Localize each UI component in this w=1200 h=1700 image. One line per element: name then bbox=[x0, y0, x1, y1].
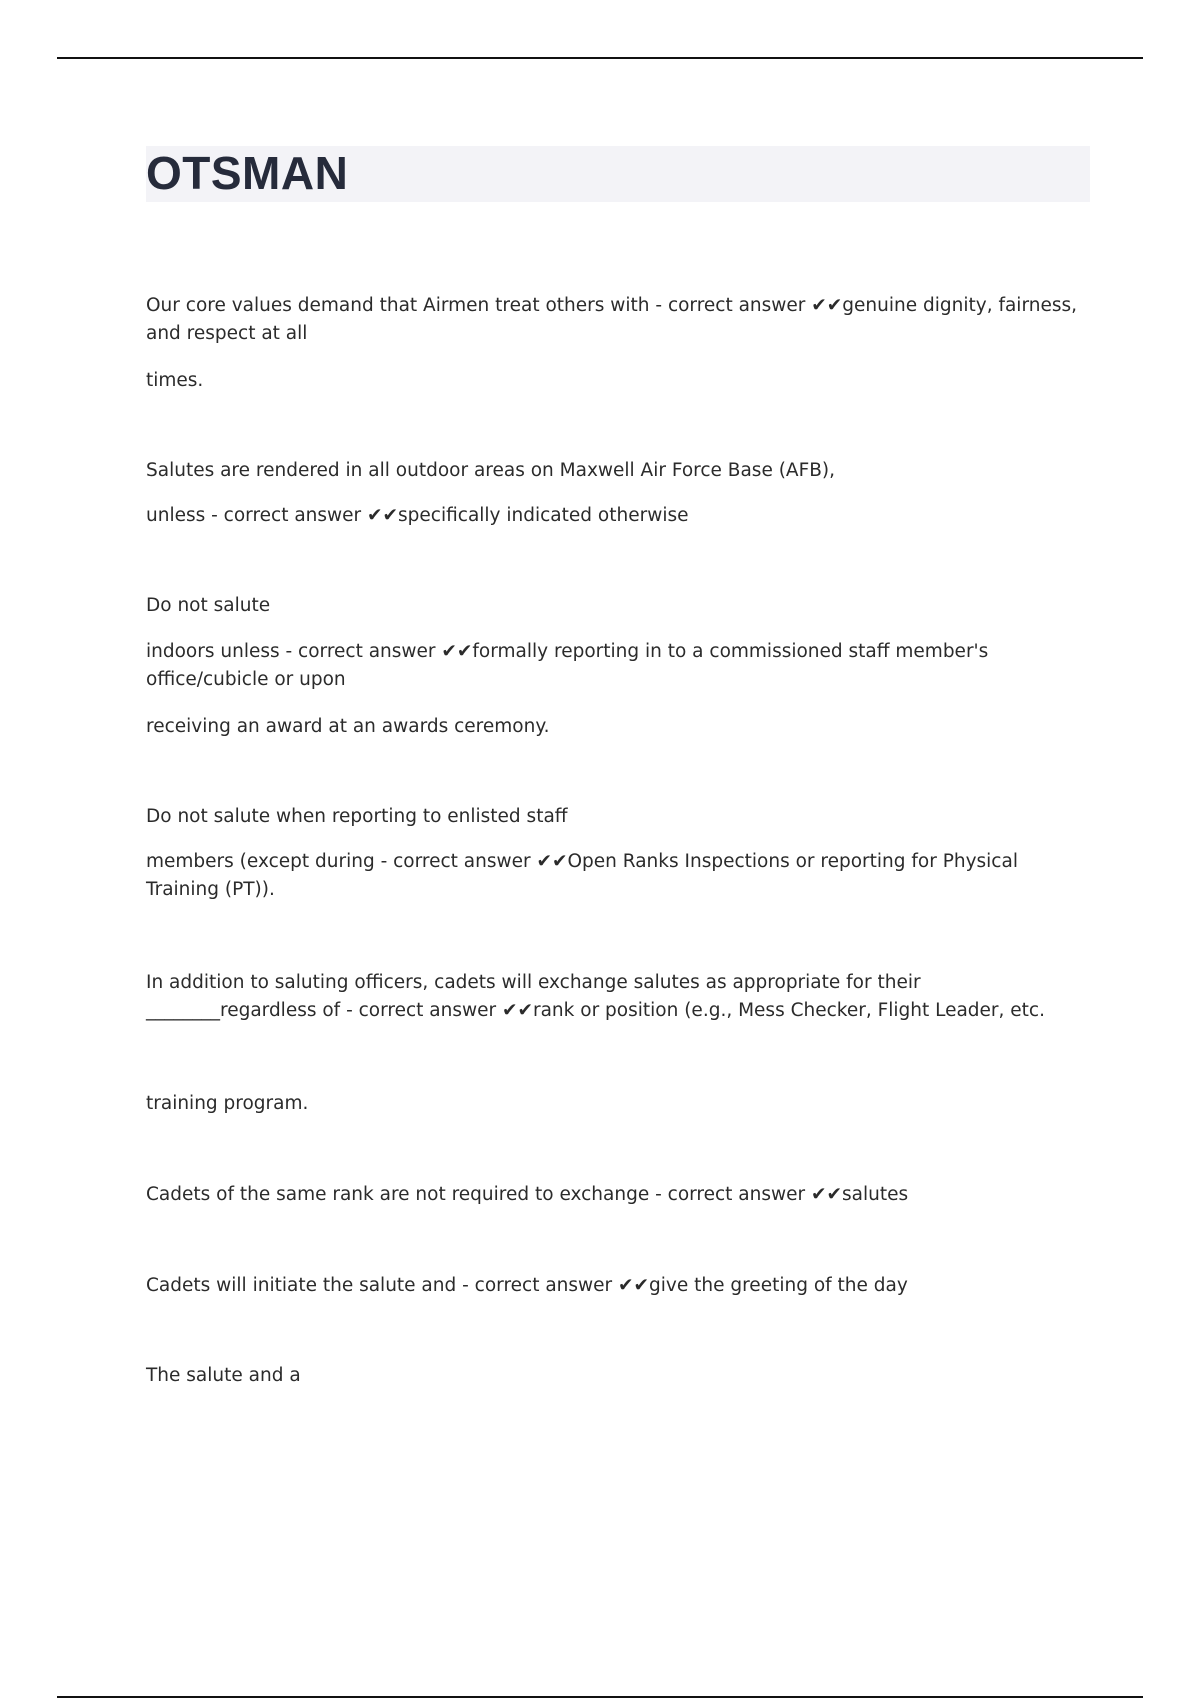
paragraph-open-ranks: members (except during - correct answer ✔✔Open Ranks Inspections or reporting for Physical Training (PT)). bbox=[146, 851, 1018, 900]
paragraph-indoors-unless: indoors unless - correct answer ✔✔formally reporting in to a commissioned staff member's office/cubicle or upon bbox=[146, 641, 989, 690]
paragraph-saluting-officers: In addition to saluting officers, cadets will exchange salutes as appropriate for their ________regardless of - correct answer ✔✔rank or position (e.g., Mess Checker, Flight Leader, etc. bbox=[146, 972, 1045, 1021]
top-rule bbox=[57, 57, 1143, 59]
paragraph-do-not-salute: Do not salute bbox=[146, 595, 271, 616]
paragraph-training-program: training program. bbox=[146, 1093, 309, 1114]
paragraph-award-ceremony: receiving an award at an awards ceremony. bbox=[146, 716, 550, 737]
paragraph-core-values: Our core values demand that Airmen treat others with - correct answer ✔✔genuine dignity, fairness, and respect at all bbox=[146, 295, 1077, 344]
paragraph-unless: unless - correct answer ✔✔specifically indicated otherwise bbox=[146, 505, 689, 526]
paragraph-initiate-salute: Cadets will initiate the salute and - correct answer ✔✔give the greeting of the day bbox=[146, 1275, 908, 1296]
paragraph-salutes-outdoor: Salutes are rendered in all outdoor areas on Maxwell Air Force Base (AFB), bbox=[146, 460, 836, 481]
page-title: OTSMAN bbox=[146, 147, 349, 199]
paragraph-same-rank: Cadets of the same rank are not required to exchange - correct answer ✔✔salutes bbox=[146, 1184, 909, 1205]
bottom-rule bbox=[57, 1696, 1143, 1698]
paragraph-enlisted-staff: Do not salute when reporting to enlisted staff bbox=[146, 806, 568, 827]
paragraph-salute-and-a: The salute and a bbox=[146, 1365, 301, 1386]
paragraph-times: times. bbox=[146, 370, 204, 391]
